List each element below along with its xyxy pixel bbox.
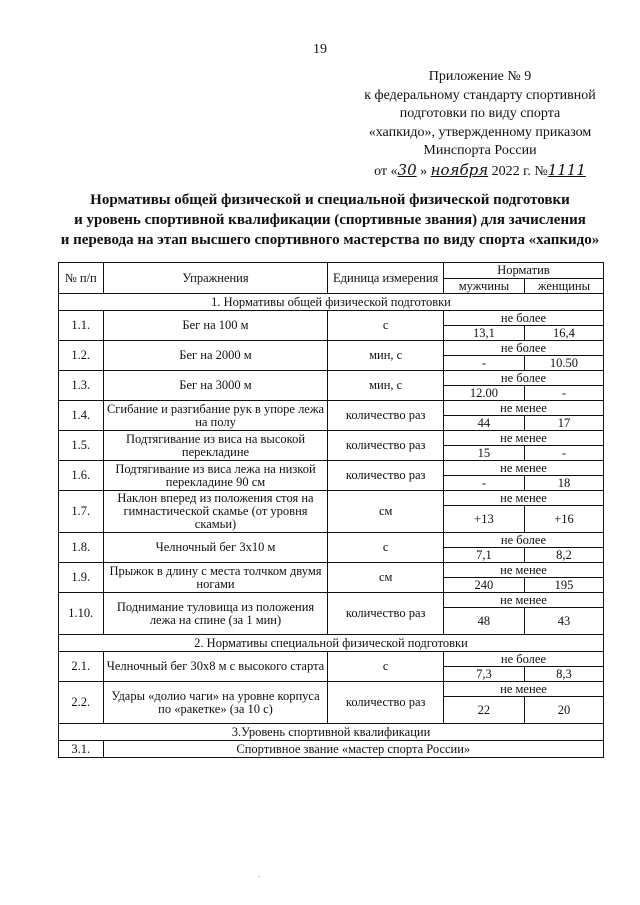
header-men: мужчины [443, 279, 524, 294]
row-number: 1.9. [59, 563, 104, 593]
limit-label: не менее [443, 431, 603, 446]
date-month: ноября [430, 160, 489, 179]
value-women: 8,3 [524, 667, 603, 682]
scan-mark: . [258, 870, 260, 879]
table-row [59, 563, 604, 578]
unit-of-measure: с [328, 533, 443, 563]
unit-of-measure: количество раз [328, 593, 443, 635]
value-women: 195 [524, 578, 603, 593]
value-women: - [524, 446, 603, 461]
value-men: - [443, 356, 524, 371]
exercise-name: Бег на 100 м [103, 311, 328, 341]
limit-label: не более [443, 341, 603, 356]
value-women: +16 [524, 506, 603, 533]
table-row [59, 341, 604, 356]
unit-of-measure: количество раз [328, 461, 443, 491]
section-header: 2. Нормативы специальной физической подготовки [59, 635, 604, 652]
limit-label: не менее [443, 563, 603, 578]
title-line-2: и уровень спортивной квалификации (спортивные звания) для зачисления [74, 212, 586, 228]
table-row [59, 371, 604, 386]
appendix-line-2: к федеральному стандарту спортивной [364, 87, 596, 103]
value-men: 7,3 [443, 667, 524, 682]
appendix-line-4: «хапкидо», утвержденному приказом [368, 124, 592, 140]
unit-of-measure: с [328, 311, 443, 341]
unit-of-measure: мин, с [328, 341, 443, 371]
unit-of-measure: количество раз [328, 431, 443, 461]
header-exercise: Упражнения [103, 263, 328, 294]
unit-of-measure: количество раз [328, 401, 443, 431]
exercise-name: Прыжок в длину с места толчком двумя ногами [103, 563, 328, 593]
limit-label: не менее [443, 682, 603, 697]
row-number: 1.5. [59, 431, 104, 461]
limit-label: не менее [443, 593, 603, 608]
date-mid: » [420, 163, 428, 179]
exercise-name: Подтягивание из виса на высокой перекладине [103, 431, 328, 461]
value-men: +13 [443, 506, 524, 533]
appendix-date-line [340, 161, 620, 182]
section-2-body [59, 652, 604, 724]
exercise-name: Челночный бег 3х10 м [103, 533, 328, 563]
value-women: 17 [524, 416, 603, 431]
section-header: 3.Уровень спортивной квалификации [59, 724, 604, 741]
value-men: 22 [443, 697, 524, 724]
value-women: 20 [524, 697, 603, 724]
table-row [59, 652, 604, 667]
value-men: 240 [443, 578, 524, 593]
appendix-line-1: Приложение № 9 [428, 69, 532, 84]
table-row [59, 431, 604, 446]
limit-label: не более [443, 371, 603, 386]
exercise-name: Челночный бег 30х8 м с высокого старта [103, 652, 328, 682]
table-row [59, 593, 604, 608]
date-year: 2022 г. № [491, 163, 548, 179]
unit-of-measure: с [328, 652, 443, 682]
table-row [59, 682, 604, 697]
limit-label: не менее [443, 491, 603, 506]
value-men: 13,1 [443, 326, 524, 341]
value-women: 43 [524, 608, 603, 635]
value-men: 48 [443, 608, 524, 635]
exercise-name: Бег на 3000 м [103, 371, 328, 401]
row-number: 3.1. [59, 741, 104, 758]
header-num: № п/п [59, 263, 104, 294]
value-women: - [524, 386, 603, 401]
value-men: 44 [443, 416, 524, 431]
exercise-name: Поднимание туловища из положения лежа на спине (за 1 мин) [103, 593, 328, 635]
table-row [59, 533, 604, 548]
unit-of-measure: см [328, 491, 443, 533]
limit-label: не более [443, 652, 603, 667]
qualification-text: Спортивное звание «мастер спорта России» [103, 741, 603, 758]
unit-of-measure: мин, с [328, 371, 443, 401]
row-number: 1.3. [59, 371, 104, 401]
value-women: 10.50 [524, 356, 603, 371]
row-number: 1.6. [59, 461, 104, 491]
section-1-body [59, 311, 604, 635]
limit-label: не более [443, 533, 603, 548]
appendix-line-3: подготовки по виду спорта [399, 106, 561, 121]
norms-table [58, 262, 604, 758]
row-number: 1.8. [59, 533, 104, 563]
appendix-line-5: Минспорта России [423, 143, 537, 158]
date-day: 30 [397, 160, 417, 179]
date-prefix: от « [374, 163, 398, 179]
row-number: 2.1. [59, 652, 104, 682]
row-number: 1.1. [59, 311, 104, 341]
exercise-name: Наклон вперед из положения стоя на гимнастической скамье (от уровня скамьи) [103, 491, 328, 533]
row-number: 2.2. [59, 682, 104, 724]
appendix-block [340, 68, 620, 181]
order-number: 1111 [547, 160, 586, 179]
value-men: 7,1 [443, 548, 524, 563]
table-row [59, 311, 604, 326]
exercise-name: Сгибание и разгибание рук в упоре лежа на полу [103, 401, 328, 431]
table-row [59, 401, 604, 416]
title-line-1: Нормативы общей физической и специальной физической подготовки [90, 192, 570, 208]
row-number: 1.2. [59, 341, 104, 371]
page-number: 19 [313, 42, 327, 57]
table-row [59, 491, 604, 506]
value-men: 15 [443, 446, 524, 461]
value-women: 16,4 [524, 326, 603, 341]
header-norm: Норматив [443, 263, 603, 279]
header-unit: Единица измерения [328, 263, 443, 294]
exercise-name: Удары «долио чаги» на уровне корпуса по «ракетке» (за 10 с) [103, 682, 328, 724]
limit-label: не более [443, 311, 603, 326]
document-title [40, 190, 620, 250]
limit-label: не менее [443, 461, 603, 476]
value-men: - [443, 476, 524, 491]
row-number: 1.7. [59, 491, 104, 533]
section-header: 1. Нормативы общей физической подготовки [59, 294, 604, 311]
value-women: 8,2 [524, 548, 603, 563]
header-women: женщины [524, 279, 603, 294]
exercise-name: Бег на 2000 м [103, 341, 328, 371]
row-number: 1.4. [59, 401, 104, 431]
unit-of-measure: см [328, 563, 443, 593]
title-line-3: и перевода на этап высшего спортивного мастерства по виду спорта «хапкидо» [60, 232, 600, 248]
unit-of-measure: количество раз [328, 682, 443, 724]
value-men: 12.00 [443, 386, 524, 401]
row-number: 1.10. [59, 593, 104, 635]
value-women: 18 [524, 476, 603, 491]
table-row [59, 461, 604, 476]
limit-label: не менее [443, 401, 603, 416]
exercise-name: Подтягивание из виса лежа на низкой перекладине 90 см [103, 461, 328, 491]
